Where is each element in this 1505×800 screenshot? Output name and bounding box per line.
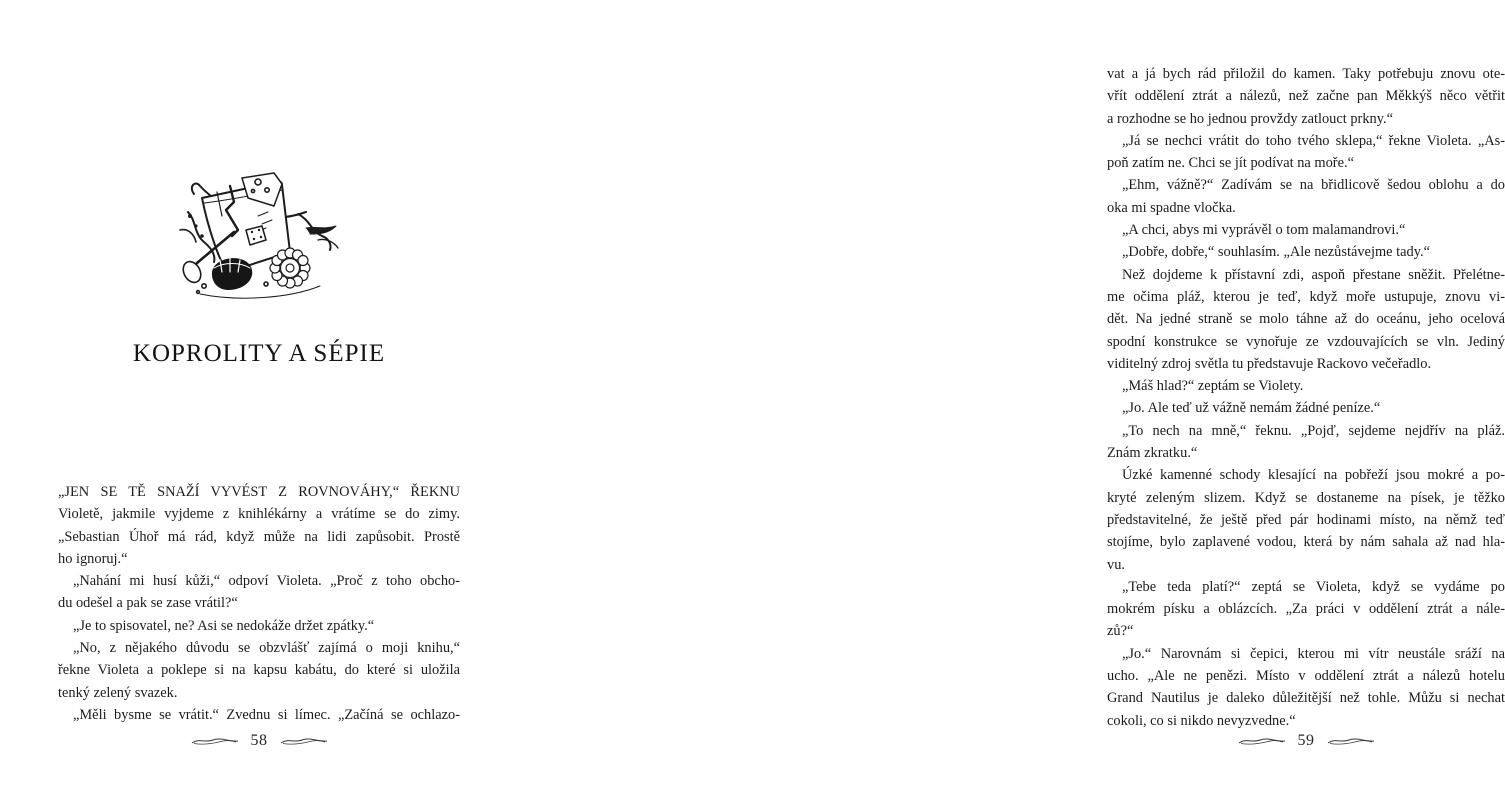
- page-number: 58: [250, 732, 268, 749]
- left-page-text: [58, 481, 460, 726]
- wave-flourish-icon: [191, 736, 239, 746]
- text-line: řekne Violeta a poklepe si na kapsu kabátu, do které si uložila: [58, 662, 460, 679]
- text-line: „Dobře, dobře,“ souhlasím. „Ale nezůstávejme tady.“: [1122, 244, 1430, 261]
- text-line: spodní konstrukce se vynořuje ze vzdouvajících se vln. Jediný: [1107, 333, 1505, 350]
- right-page-footer: [1107, 729, 1505, 753]
- text-line: stojíme, bylo zaplavené vodou, která by nám sahala až nad hla-: [1107, 534, 1505, 551]
- text-line: „Je to spisovatel, ne? Asi se nedokáže držet zpátky.“: [73, 617, 375, 634]
- right-page-text: [1107, 63, 1505, 732]
- text-line: „Nahání mi husí kůži,“ odpoví Violeta. „Proč z toho obcho-: [73, 573, 460, 590]
- text-line: „No, z nějakého důvodu se obzvlášť zajímá o moji knihu,“: [73, 640, 460, 657]
- text-line: vu.: [1107, 556, 1125, 573]
- text-line: Než dojdeme k přístavní zdi, aspoň přestane sněžit. Přelétne-: [1122, 266, 1505, 283]
- text-line: cokoli, co si nikdo nevyzvedne.“: [1107, 712, 1296, 729]
- text-line: představitelné, že ještě před pár hodinami místo, na němž teď: [1107, 511, 1505, 528]
- text-line: poň zatím ne. Chci se jít podívat na moře.“: [1107, 155, 1354, 172]
- text-line: oka mi spadne vločka.: [1107, 199, 1236, 216]
- text-line: du odešel a pak se zase vrátil?“: [58, 595, 238, 612]
- chapter-title: KOPROLITY A SÉPIE: [132, 340, 386, 367]
- text-line: „Já se nechci vrátit do toho tvého sklepa,“ řekne Violeta. „As-: [1122, 132, 1505, 149]
- text-line: me očima pláž, kterou je teď, když moře ustupuje, znovu vi-: [1107, 288, 1505, 305]
- text-line: „A chci, abys mi vyprávěl o tom malamandrovi.“: [1122, 222, 1406, 239]
- text-line: „Jo. Ale teď už vážně nemám žádné peníze.“: [1122, 400, 1381, 417]
- text-line: „Ehm, vážně?“ Zadívám se na břidlicově šedou oblohu a do: [1122, 177, 1505, 194]
- text-line: „Máš hlad?“ zeptám se Violety.: [1122, 378, 1304, 395]
- wave-flourish-icon: [1327, 736, 1375, 746]
- wave-flourish-icon: [1238, 736, 1286, 746]
- right-page: [520, 0, 1505, 800]
- text-line: Znám zkratku.“: [1107, 445, 1198, 462]
- text-line: ho ignoruj.“: [58, 550, 128, 567]
- text-line: Grand Nautilus je daleko důležitější než tohle. Můžu si nechat: [1107, 690, 1505, 707]
- text-line: „Tebe teda platí?“ zeptá se Violeta, když se vydáme po: [1122, 578, 1505, 595]
- text-line: „Měli bysme se vrátit.“ Zvednu si límec. „Začíná se ochlazo-: [73, 706, 460, 723]
- text-line: „Sebastian Úhoř má rád, když může na lidi zapůsobit. Prostě: [58, 528, 460, 545]
- text-line: vřít oddělení ztrát a nálezů, než začne pan Měkkýš něco větřit: [1107, 88, 1505, 105]
- text-line: tenký zelený svazek.: [58, 684, 178, 701]
- text-line: „Jo.“ Narovnám si čepici, kterou mi vítr neustále sráží na: [1122, 645, 1505, 662]
- wave-flourish-icon: [280, 736, 328, 746]
- text-line: „To nech na mně,“ řeknu. „Pojď, sejdeme nejdřív na pláž.: [1122, 422, 1505, 439]
- page-number: 59: [1297, 732, 1315, 749]
- text-line: „JEN SE TĚ SNAŽÍ VYVÉST Z ROVNOVÁHY,“ ŘEKNU: [58, 484, 460, 500]
- left-page: [0, 0, 520, 800]
- text-line: mokrém písku a oblázcích. „Za práci v oddělení ztrát a nále-: [1107, 601, 1505, 618]
- text-line: zů?“: [1107, 623, 1134, 640]
- text-line: dět. Na jedné straně se molo táhne až do oceánu, jeho ocelová: [1107, 311, 1505, 328]
- text-line: Violetě, jakmile vyjdeme z knihlékárny a vrátíme se do zimy.: [58, 506, 460, 523]
- text-line: ucho. „Ale ne penězi. Místo v oddělení ztrát a nálezů hotelu: [1107, 668, 1505, 685]
- text-line: Úzké kamenné schody klesající na pobřeží jsou mokré a po-: [1122, 467, 1505, 484]
- text-line: viditelný zdroj světla tu představuje Rackovo večeřadlo.: [1107, 355, 1432, 372]
- chapter-illustration-icon: [170, 168, 342, 302]
- text-line: a rozhodne se ho jednou provždy zatlouct prkny.“: [1107, 110, 1393, 127]
- text-line: kryté zeleným slizem. Když se dostaneme na písek, je těžko: [1107, 489, 1505, 506]
- text-line: vat a já bych rád přiložil do kamen. Taky potřebuju znovu ote-: [1107, 66, 1505, 82]
- left-page-footer: [58, 729, 460, 753]
